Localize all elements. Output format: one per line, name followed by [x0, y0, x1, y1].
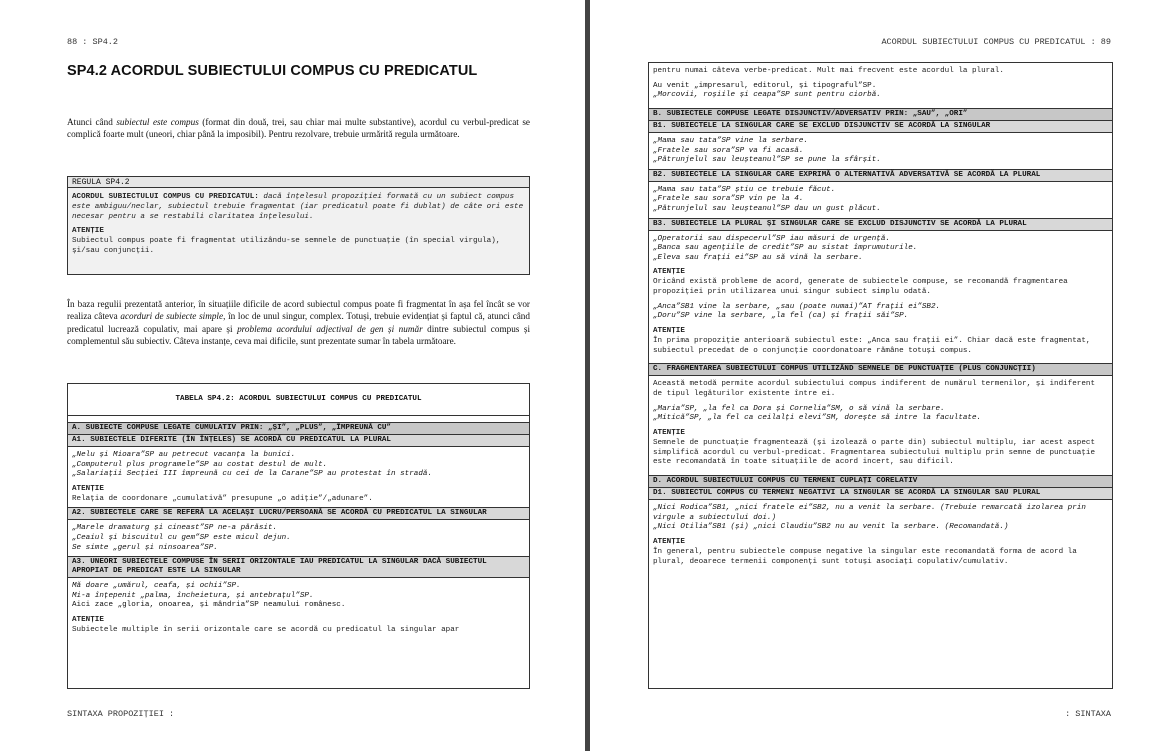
rule-text: ACORDUL SUBIECTULUI COMPUS CU PREDICATUL: dacă înțelesul propoziției formată cu un subiect compus este ambiguu/neclar, subiectul trebuie fragmentat (iar predicatul poate fi dublat) de câte ori este necesar pentru a se restabili claritatea înțelesului.: [72, 193, 524, 221]
example-d1-1: „Nici Rodica”SB1, „nici fratele ei”SB2, nu a venit la serbare. (Trebuie remarcată izolarea prin virgule a subiectului doi.): [653, 504, 1086, 522]
page-footer-left: SINTAXA PROPOZIȚIEI :: [67, 709, 175, 719]
example-b3-1: „Operatorii sau dispecerul”SP iau măsuri de urgență.: [653, 234, 890, 243]
section-a3-heading: A3. UNEORI SUBIECTELE COMPUSE ÎN SERII ORIZONTALE IAU PREDICATUL LA SINGULAR DACĂ SUBIECTUL APROPIAT DE PREDICAT ESTE LA SINGULAR: [68, 556, 529, 578]
section-b2-heading: B2. SUBIECTELE LA SINGULAR CARE EXPRIMĂ O ALTERNATIVĂ ADVERSATIVĂ SE ACORDĂ LA PLURAL: [649, 169, 1112, 182]
example-a1-1: „Nelu și Mioara”SP au petrecut vacanța la bunici.: [72, 451, 296, 459]
left-page: [0, 0, 585, 751]
section-c-heading: C. FRAGMENTAREA SUBIECTULUI COMPUS UTILIZÂND SEMNELE DE PUNCTUAȚIE (PLUS CONJUNCȚII): [649, 363, 1112, 376]
page-header-left: 88 : SP4.2: [67, 37, 119, 47]
c-note-label: ATENȚIE: [653, 429, 685, 438]
example-b2-1: „Mama sau tata”SP știu ce trebuie făcut.: [653, 185, 836, 194]
continued-text: pentru numai câteva verbe-predicat. Mult mai frecvent este acordul la plural.: [653, 67, 1004, 75]
section-a-heading: A. SUBIECTE COMPUSE LEGATE CUMULATIV PRIN: „ȘI”, „PLUS”, „ÎMPREUNĂ CU”: [68, 422, 529, 435]
example-b1-2: „Fratele sau sora”SP va fi acasă.: [653, 146, 804, 155]
example-a2-2: „Ceaiul și biscuitul cu gem”SP este micul dejun.: [72, 533, 291, 542]
example-c-2: „Mitică”SP, „la fel ca ceilalți elevi”SM, dorește să intre la facultate.: [653, 414, 982, 423]
section-a2-heading: A2. SUBIECTELE CARE SE REFERĂ LA ACELAȘI LUCRU/PERSOANĂ SE ACORDĂ CU PREDICATUL LA SINGULAR: [68, 507, 529, 520]
a1-note-label: ATENȚIE: [72, 484, 104, 493]
second-paragraph: În baza regulii prezentată anterior, în situațiile dificile de acord subiectul compus poate fi fragmentat în așa fel încât se vor realiza câteva acorduri de subiecte simple, în loc de unul singur, complex. Totuși, trebuie evidențiat și faptul că, atunci când predicatul lucrează copulativ, mai apare și problema acordului adjectival de gen și număr dintre subiectul compus și complementul său subiectiv. Câteva instanțe, ceva mai dificile, sunt prezentate sumar în tabela următoare.: [67, 299, 530, 347]
c-note: Semnele de punctuație fragmentează (și izolează o parte din) subiectul multiplu, iar acest aspect simplifică acordul cu verbul-predicat. Fragmentarea subiectului multiplu prin semne de punctuație este recomandată în toate situațiile de acord incert, sau dificil.: [653, 438, 1096, 467]
example-b3-4: „Anca”SB1 vine la serbare, „sau (poate numai)”AT frații ei”SB2.: [653, 302, 941, 311]
rule-note: Subiectul compus poate fi fragmentat utilizându-se semnele de punctuație (în special virgula), și/sau conjuncții.: [72, 237, 501, 255]
b3-note-label: ATENȚIE: [653, 268, 685, 277]
example-a1-2: „Computerul plus programele”SP au costat destul de mult.: [72, 460, 328, 469]
example-d1-2: „Nici Otilia”SB1 (și) „nici Claudiu”SB2 nu au venit la serbare. (Recomandată.): [653, 523, 1009, 532]
example-a3-1: Mă doare „umărul, ceafa, și ochii”SP.: [72, 582, 241, 591]
example-b2-3: „Pătrunjelul sau leușteanul”SP dau un gust plăcut.: [653, 204, 881, 213]
section-d-heading: D. ACORDUL SUBIECTULUI COMPUS CU TERMENI CUPLAȚI CORELATIV: [649, 475, 1112, 488]
continued-example-2: „Morcovii, roșiile și ceapa”SP sunt pentru ciorbă.: [653, 91, 881, 100]
example-b2-2: „Fratele sau sora”SP vin pe la 4.: [653, 195, 804, 204]
b3-note2: În prima propoziție anterioară subiectul este: „Anca sau frații ei”. Chiar dacă este fragmentat, subiectul precedat de o conjuncție coordonatoare rămâne totuși compus.: [653, 336, 1091, 355]
a3-note-label: ATENȚIE: [72, 615, 104, 624]
section-a1-heading: A1. SUBIECTELE DIFERITE (ÎN ÎNȚELES) SE ACORDĂ CU PREDICATUL LA PLURAL: [68, 435, 529, 447]
intro-paragraph: Atunci când subiectul este compus (format din două, trei, sau chiar mai multe substantive), acordul cu verbul-predicat se complică foarte mult (uneori, chiar până la imposibil). Pentru rezolvare, trebuie urmărită regula următoare.: [67, 117, 530, 140]
example-a2-3: Se simte „gerul și ninsoarea”SP.: [72, 543, 218, 552]
b3-note: Oricând există probleme de acord, generate de subiectele compuse, se recomandă fragmentarea propoziției prin utilizarea unui singur subiect simplu odată.: [653, 278, 1068, 296]
rule-heading: REGULA SP4.2: [68, 177, 529, 188]
example-a3-3: Aici zace „gloria, onoarea, și mândria”SP neamului românesc.: [72, 601, 346, 610]
section-b1-heading: B1. SUBIECTELE LA SINGULAR CARE SE EXCLUD DISJUNCTIV SE ACORDĂ LA SINGULAR: [649, 121, 1112, 133]
example-b3-3: „Eleva sau frații ei”SP au să vină la serbare.: [653, 253, 863, 262]
rule-box: [67, 176, 530, 275]
section-b3-heading: B3. SUBIECTELE LA PLURAL ȘI SINGULAR CARE SE EXCLUD DISJUNCTIV SE ACORDĂ LA PLURAL: [649, 218, 1112, 231]
rule-note-label: ATENȚIE: [72, 227, 104, 236]
section-b-heading: B. SUBIECTELE COMPUSE LEGATE DISJUNCTIV/ADVERSATIV PRIN: „SAU”, „ORI”: [649, 108, 1112, 121]
table-sp42: [67, 383, 530, 689]
example-a1-3: „Salariații Secției III împreună cu cei de la Carane”SP au protestat în stradă.: [72, 470, 433, 479]
table-title: TABELA SP4.2: ACORDUL SUBIECTULUI COMPUS CU PREDICATUL: [68, 384, 529, 416]
section-d1-heading: D1. SUBIECTUL COMPUS CU TERMENI NEGATIVI LA SINGULAR SE ACORDĂ LA SINGULAR SAU PLURAL: [649, 488, 1112, 500]
example-b3-2: „Banca sau agențiile de credit”SP au sistat împrumuturile.: [653, 244, 918, 253]
a3-note: Subiectele multiple în serii orizontale care se acordă cu predicatul la singular apar: [72, 625, 460, 634]
example-a2-1: „Marele dramaturg și cineast”SP ne-a părăsit.: [72, 524, 278, 533]
a1-note: Relația de coordonare „cumulativă” presupune „o adiție”/„adunare”.: [72, 494, 373, 503]
example-c-1: „Maria”SP, „la fel ca Dora și Cornelia”SM, o să vină la serbare.: [653, 404, 945, 413]
d1-note: În general, pentru subiectele compuse negative la singular este recomandată forma de acord la plural, deoarece termenii componenți sunt totuși asociați copulativ/cumulativ.: [653, 547, 1077, 566]
section-c-text: Această metodă permite acordul subiectului compus indiferent de numărul termenilor, și indiferent de tipul legăturilor existente între ei.: [653, 380, 1096, 399]
example-b1-3: „Pătrunjelul sau leușteanul”SP se pune la sfârșit.: [653, 156, 881, 165]
example-a3-2: Mi-a înțepenit „palma, încheietura, și antebrațul”SP.: [72, 591, 314, 600]
d1-note-label: ATENȚIE: [653, 538, 685, 547]
page-header-right: ACORDUL SUBIECTULUI COMPUS CU PREDICATUL : 89: [881, 37, 1111, 47]
continued-example-1: Au venit „impresarul, editorul, și tipograful”SP.: [653, 81, 877, 90]
right-page: [590, 0, 1173, 751]
page-footer-right: : SINTAXA: [1065, 709, 1111, 719]
table-continued: [648, 62, 1113, 689]
page-title: SP4.2 ACORDUL SUBIECTULUI COMPUS CU PREDICATUL: [67, 63, 478, 79]
example-b1-1: „Mama sau tata”SP vine la serbare.: [653, 136, 808, 145]
b3-note2-label: ATENȚIE: [653, 326, 685, 335]
example-b3-5: „Doru”SP vine la serbare, „la fel (ca) și frații săi”SP.: [653, 312, 909, 321]
